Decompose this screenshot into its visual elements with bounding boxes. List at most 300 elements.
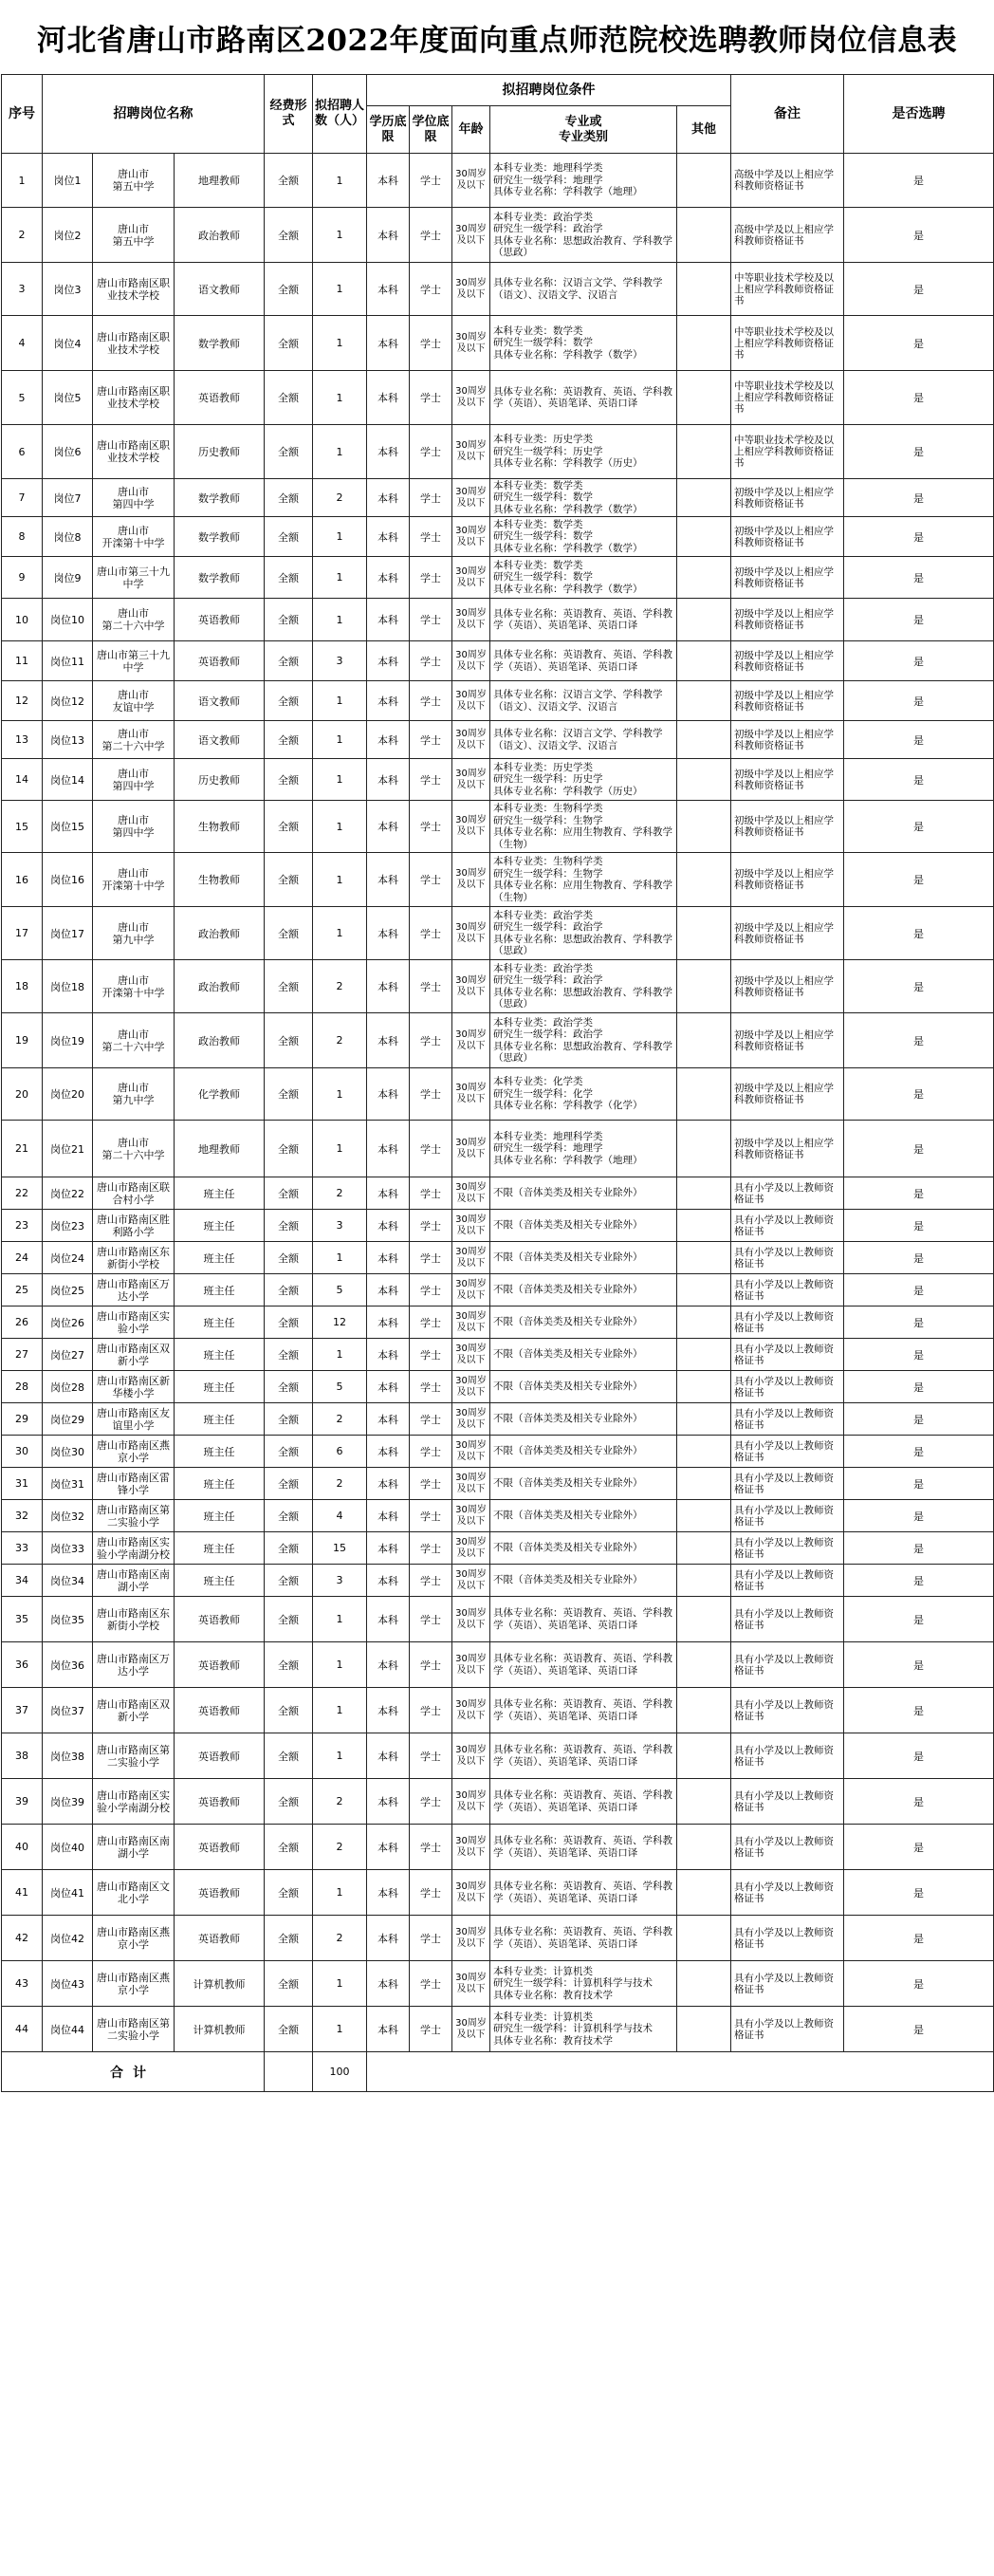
seq-cell: 15 <box>2 801 43 853</box>
seq-cell: 10 <box>2 599 43 641</box>
written-cell: 是 <box>844 907 994 960</box>
school-cell: 唐山市 第五中学 <box>93 154 175 208</box>
written-cell: 是 <box>844 1210 994 1242</box>
post-cell: 岗位35 <box>43 1597 93 1642</box>
major-cell: 具体专业名称：英语教育、英语、学科教学（英语）、英语笔译、英语口译 <box>490 1825 677 1870</box>
seq-cell: 7 <box>2 479 43 517</box>
funding-cell: 全额 <box>265 1916 313 1961</box>
degree-cell: 学士 <box>410 1916 452 1961</box>
edu-cell: 本科 <box>367 1733 410 1779</box>
subject-cell: 英语教师 <box>175 599 265 641</box>
remark-cell: 初级中学及以上相应学科教师资格证书 <box>731 721 844 759</box>
edu-cell: 本科 <box>367 371 410 425</box>
other-cell <box>677 517 731 557</box>
funding-cell: 全额 <box>265 1121 313 1177</box>
seq-cell: 9 <box>2 557 43 599</box>
edu-cell: 本科 <box>367 1688 410 1733</box>
post-cell: 岗位37 <box>43 1688 93 1733</box>
count-cell: 1 <box>313 1642 367 1688</box>
age-cell: 30周岁 及以下 <box>452 1068 490 1121</box>
major-cell: 本科专业类：数学类 研究生一级学科：数学 具体专业名称：学科教学（数学） <box>490 316 677 371</box>
table-row <box>2 1733 994 1779</box>
major-cell: 本科专业类：政治学类 研究生一级学科：政治学 具体专业名称：思想政治教育、学科教学（思政） <box>490 907 677 960</box>
school-cell: 唐山市 开滦第十中学 <box>93 853 175 907</box>
age-cell: 30周岁 及以下 <box>452 641 490 681</box>
seq-cell: 43 <box>2 1961 43 2007</box>
funding-cell: 全额 <box>265 1779 313 1825</box>
count-cell: 4 <box>313 1500 367 1532</box>
age-cell: 30周岁 及以下 <box>452 1825 490 1870</box>
degree-cell: 学士 <box>410 1210 452 1242</box>
degree-cell: 学士 <box>410 1468 452 1500</box>
funding-cell: 全额 <box>265 208 313 263</box>
seq-cell: 18 <box>2 960 43 1013</box>
edu-cell: 本科 <box>367 208 410 263</box>
school-cell: 唐山市路南区职业技术学校 <box>93 425 175 479</box>
school-cell: 唐山市路南区新华楼小学 <box>93 1371 175 1403</box>
remark-cell: 具有小学及以上教师资格证书 <box>731 1468 844 1500</box>
degree-cell: 学士 <box>410 759 452 801</box>
post-cell: 岗位31 <box>43 1468 93 1500</box>
subject-cell: 地理教师 <box>175 1121 265 1177</box>
count-cell: 1 <box>313 371 367 425</box>
subject-cell: 班主任 <box>175 1403 265 1436</box>
written-cell: 是 <box>844 1733 994 1779</box>
post-cell: 岗位16 <box>43 853 93 907</box>
page-title: 河北省唐山市路南区2022年度面向重点师范院校选聘教师岗位信息表 <box>36 24 958 58</box>
age-cell: 30周岁 及以下 <box>452 517 490 557</box>
other-cell <box>677 759 731 801</box>
funding-cell: 全额 <box>265 2007 313 2052</box>
subject-cell: 英语教师 <box>175 1642 265 1688</box>
school-cell: 唐山市 第二十六中学 <box>93 721 175 759</box>
major-cell: 具体专业名称：汉语言文学、学科教学（语文）、汉语文学、汉语言 <box>490 721 677 759</box>
school-cell: 唐山市路南区燕京小学 <box>93 1436 175 1468</box>
edu-cell: 本科 <box>367 1916 410 1961</box>
age-cell: 30周岁 及以下 <box>452 1779 490 1825</box>
edu-cell: 本科 <box>367 1468 410 1500</box>
major-cell: 具体专业名称：英语教育、英语、学科教学（英语）、英语笔译、英语口译 <box>490 1688 677 1733</box>
table-row <box>2 1121 994 1177</box>
written-cell: 是 <box>844 479 994 517</box>
edu-cell: 本科 <box>367 801 410 853</box>
other-cell <box>677 316 731 371</box>
school-cell: 唐山市 开滦第十中学 <box>93 517 175 557</box>
table-row <box>2 960 994 1013</box>
written-cell: 是 <box>844 263 994 316</box>
header-other: 其他 <box>677 106 731 154</box>
post-cell: 岗位12 <box>43 681 93 721</box>
table-row <box>2 681 994 721</box>
other-cell <box>677 641 731 681</box>
seq-cell: 41 <box>2 1870 43 1916</box>
written-cell: 是 <box>844 1339 994 1371</box>
major-cell: 不限（音体美类及相关专业除外） <box>490 1565 677 1597</box>
seq-cell: 36 <box>2 1642 43 1688</box>
funding-cell: 全额 <box>265 1339 313 1371</box>
other-cell <box>677 1121 731 1177</box>
remark-cell: 初级中学及以上相应学科教师资格证书 <box>731 599 844 641</box>
count-cell: 1 <box>313 1870 367 1916</box>
header-funding: 经费形式 <box>265 75 313 154</box>
school-cell: 唐山市 友谊中学 <box>93 681 175 721</box>
other-cell <box>677 1532 731 1565</box>
degree-cell: 学士 <box>410 154 452 208</box>
written-cell: 是 <box>844 759 994 801</box>
post-cell: 岗位5 <box>43 371 93 425</box>
age-cell: 30周岁 及以下 <box>452 1177 490 1210</box>
edu-cell: 本科 <box>367 641 410 681</box>
table-row <box>2 1500 994 1532</box>
degree-cell: 学士 <box>410 1870 452 1916</box>
post-cell: 岗位4 <box>43 316 93 371</box>
edu-cell: 本科 <box>367 681 410 721</box>
post-cell: 岗位23 <box>43 1210 93 1242</box>
degree-cell: 学士 <box>410 1121 452 1177</box>
count-cell: 5 <box>313 1274 367 1307</box>
table-row <box>2 1371 994 1403</box>
age-cell: 30周岁 及以下 <box>452 1733 490 1779</box>
funding-cell: 全额 <box>265 1068 313 1121</box>
edu-cell: 本科 <box>367 1825 410 1870</box>
funding-cell: 全额 <box>265 1307 313 1339</box>
subject-cell: 生物教师 <box>175 853 265 907</box>
funding-cell: 全额 <box>265 154 313 208</box>
count-cell: 2 <box>313 1916 367 1961</box>
major-cell: 具体专业名称：汉语言文学、学科教学（语文）、汉语文学、汉语言 <box>490 681 677 721</box>
remark-cell: 高级中学及以上相应学科教师资格证书 <box>731 154 844 208</box>
edu-cell: 本科 <box>367 1870 410 1916</box>
count-cell: 1 <box>313 759 367 801</box>
written-cell: 是 <box>844 681 994 721</box>
count-cell: 3 <box>313 641 367 681</box>
seq-cell: 17 <box>2 907 43 960</box>
edu-cell: 本科 <box>367 1642 410 1688</box>
table-row <box>2 1532 994 1565</box>
table-row <box>2 1339 994 1371</box>
post-cell: 岗位44 <box>43 2007 93 2052</box>
age-cell: 30周岁 及以下 <box>452 1532 490 1565</box>
funding-cell: 全额 <box>265 1597 313 1642</box>
age-cell: 30周岁 及以下 <box>452 557 490 599</box>
seq-cell: 5 <box>2 371 43 425</box>
school-cell: 唐山市 第九中学 <box>93 907 175 960</box>
degree-cell: 学士 <box>410 479 452 517</box>
table-row <box>2 801 994 853</box>
subject-cell: 班主任 <box>175 1307 265 1339</box>
degree-cell: 学士 <box>410 1597 452 1642</box>
age-cell: 30周岁 及以下 <box>452 681 490 721</box>
seq-cell: 32 <box>2 1500 43 1532</box>
written-cell: 是 <box>844 641 994 681</box>
subject-cell: 班主任 <box>175 1468 265 1500</box>
table-row <box>2 907 994 960</box>
written-cell: 是 <box>844 1307 994 1339</box>
header-age: 年龄 <box>452 106 490 154</box>
funding-cell: 全额 <box>265 517 313 557</box>
subject-cell: 班主任 <box>175 1274 265 1307</box>
major-cell: 本科专业类：化学类 研究生一级学科：化学 具体专业名称：学科教学（化学） <box>490 1068 677 1121</box>
seq-cell: 28 <box>2 1371 43 1403</box>
other-cell <box>677 557 731 599</box>
major-cell: 不限（音体美类及相关专业除外） <box>490 1339 677 1371</box>
edu-cell: 本科 <box>367 599 410 641</box>
edu-cell: 本科 <box>367 1307 410 1339</box>
remark-cell: 中等职业技术学校及以上相应学科教师资格证书 <box>731 425 844 479</box>
degree-cell: 学士 <box>410 681 452 721</box>
age-cell: 30周岁 及以下 <box>452 2007 490 2052</box>
count-cell: 1 <box>313 517 367 557</box>
age-cell: 30周岁 及以下 <box>452 1339 490 1371</box>
remark-cell: 具有小学及以上教师资格证书 <box>731 1688 844 1733</box>
count-cell: 1 <box>313 208 367 263</box>
post-cell: 岗位27 <box>43 1339 93 1371</box>
degree-cell: 学士 <box>410 1779 452 1825</box>
subject-cell: 政治教师 <box>175 907 265 960</box>
table-row <box>2 1274 994 1307</box>
school-cell: 唐山市第三十九中学 <box>93 557 175 599</box>
subject-cell: 语文教师 <box>175 263 265 316</box>
school-cell: 唐山市路南区燕京小学 <box>93 1916 175 1961</box>
remark-cell: 高级中学及以上相应学科教师资格证书 <box>731 208 844 263</box>
post-cell: 岗位32 <box>43 1500 93 1532</box>
remark-cell: 具有小学及以上教师资格证书 <box>731 1565 844 1597</box>
seq-cell: 40 <box>2 1825 43 1870</box>
written-cell: 是 <box>844 1121 994 1177</box>
written-cell: 是 <box>844 1688 994 1733</box>
major-cell: 本科专业类：政治学类 研究生一级学科：政治学 具体专业名称：思想政治教育、学科教学（思政） <box>490 960 677 1013</box>
school-cell: 唐山市路南区燕京小学 <box>93 1961 175 2007</box>
age-cell: 30周岁 及以下 <box>452 599 490 641</box>
funding-cell: 全额 <box>265 1177 313 1210</box>
age-cell: 30周岁 及以下 <box>452 960 490 1013</box>
table-row <box>2 1597 994 1642</box>
edu-cell: 本科 <box>367 1339 410 1371</box>
post-cell: 岗位8 <box>43 517 93 557</box>
post-cell: 岗位33 <box>43 1532 93 1565</box>
funding-cell: 全额 <box>265 1961 313 2007</box>
other-cell <box>677 1825 731 1870</box>
major-cell: 本科专业类：计算机类 研究生一级学科：计算机科学与技术 具体专业名称：教育技术学 <box>490 2007 677 2052</box>
major-cell: 本科专业类：计算机类 研究生一级学科：计算机科学与技术 具体专业名称：教育技术学 <box>490 1961 677 2007</box>
count-cell: 1 <box>313 2007 367 2052</box>
degree-cell: 学士 <box>410 263 452 316</box>
funding-cell: 全额 <box>265 479 313 517</box>
table-row <box>2 721 994 759</box>
school-cell: 唐山市路南区南湖小学 <box>93 1825 175 1870</box>
funding-cell: 全额 <box>265 425 313 479</box>
table-row <box>2 1642 994 1688</box>
other-cell <box>677 371 731 425</box>
count-cell: 1 <box>313 154 367 208</box>
edu-cell: 本科 <box>367 263 410 316</box>
funding-cell: 全额 <box>265 759 313 801</box>
table-row <box>2 853 994 907</box>
count-cell: 2 <box>313 479 367 517</box>
written-cell: 是 <box>844 1565 994 1597</box>
written-cell: 是 <box>844 1371 994 1403</box>
major-cell: 具体专业名称：英语教育、英语、学科教学（英语）、英语笔译、英语口译 <box>490 599 677 641</box>
remark-cell: 具有小学及以上教师资格证书 <box>731 1500 844 1532</box>
seq-cell: 24 <box>2 1242 43 1274</box>
table-row <box>2 1013 994 1068</box>
age-cell: 30周岁 及以下 <box>452 907 490 960</box>
remark-cell: 具有小学及以上教师资格证书 <box>731 1532 844 1565</box>
post-cell: 岗位24 <box>43 1242 93 1274</box>
remark-cell: 初级中学及以上相应学科教师资格证书 <box>731 681 844 721</box>
subject-cell: 政治教师 <box>175 1013 265 1068</box>
written-cell: 是 <box>844 853 994 907</box>
count-cell: 1 <box>313 721 367 759</box>
table-row <box>2 1177 994 1210</box>
table-row <box>2 263 994 316</box>
remark-cell: 初级中学及以上相应学科教师资格证书 <box>731 1013 844 1068</box>
count-cell: 15 <box>313 1532 367 1565</box>
school-cell: 唐山市路南区万达小学 <box>93 1642 175 1688</box>
subject-cell: 历史教师 <box>175 425 265 479</box>
funding-cell: 全额 <box>265 960 313 1013</box>
school-cell: 唐山市 第九中学 <box>93 1068 175 1121</box>
school-cell: 唐山市第三十九中学 <box>93 641 175 681</box>
other-cell <box>677 1210 731 1242</box>
funding-cell: 全额 <box>265 1688 313 1733</box>
seq-cell: 19 <box>2 1013 43 1068</box>
funding-cell: 全额 <box>265 1468 313 1500</box>
count-cell: 1 <box>313 907 367 960</box>
seq-cell: 33 <box>2 1532 43 1565</box>
total-funding <box>265 2052 313 2092</box>
count-cell: 2 <box>313 1013 367 1068</box>
post-cell: 岗位11 <box>43 641 93 681</box>
post-cell: 岗位30 <box>43 1436 93 1468</box>
major-cell: 不限（音体美类及相关专业除外） <box>490 1242 677 1274</box>
edu-cell: 本科 <box>367 721 410 759</box>
table-row <box>2 316 994 371</box>
major-cell: 本科专业类：政治学类 研究生一级学科：政治学 具体专业名称：思想政治教育、学科教学（思政） <box>490 208 677 263</box>
degree-cell: 学士 <box>410 1403 452 1436</box>
major-cell: 本科专业类：历史学类 研究生一级学科：历史学 具体专业名称：学科教学（历史） <box>490 759 677 801</box>
school-cell: 唐山市路南区第二实验小学 <box>93 1500 175 1532</box>
subject-cell: 英语教师 <box>175 1779 265 1825</box>
seq-cell: 25 <box>2 1274 43 1307</box>
written-cell: 是 <box>844 1274 994 1307</box>
post-cell: 岗位39 <box>43 1779 93 1825</box>
subject-cell: 英语教师 <box>175 371 265 425</box>
written-cell: 是 <box>844 517 994 557</box>
seq-cell: 2 <box>2 208 43 263</box>
funding-cell: 全额 <box>265 1242 313 1274</box>
post-cell: 岗位1 <box>43 154 93 208</box>
seq-cell: 8 <box>2 517 43 557</box>
school-cell: 唐山市路南区实验小学南湖分校 <box>93 1779 175 1825</box>
age-cell: 30周岁 及以下 <box>452 425 490 479</box>
other-cell <box>677 1500 731 1532</box>
funding-cell: 全额 <box>265 721 313 759</box>
funding-cell: 全额 <box>265 1825 313 1870</box>
subject-cell: 历史教师 <box>175 759 265 801</box>
remark-cell: 具有小学及以上教师资格证书 <box>731 1779 844 1825</box>
seq-cell: 6 <box>2 425 43 479</box>
other-cell <box>677 1733 731 1779</box>
degree-cell: 学士 <box>410 1688 452 1733</box>
count-cell: 2 <box>313 1177 367 1210</box>
edu-cell: 本科 <box>367 1177 410 1210</box>
age-cell: 30周岁 及以下 <box>452 1688 490 1733</box>
edu-cell: 本科 <box>367 1121 410 1177</box>
degree-cell: 学士 <box>410 1825 452 1870</box>
other-cell <box>677 1436 731 1468</box>
other-cell <box>677 154 731 208</box>
seq-cell: 30 <box>2 1436 43 1468</box>
major-cell: 不限（音体美类及相关专业除外） <box>490 1307 677 1339</box>
written-cell: 是 <box>844 208 994 263</box>
degree-cell: 学士 <box>410 1068 452 1121</box>
seq-cell: 35 <box>2 1597 43 1642</box>
degree-cell: 学士 <box>410 1307 452 1339</box>
degree-cell: 学士 <box>410 641 452 681</box>
post-cell: 岗位41 <box>43 1870 93 1916</box>
edu-cell: 本科 <box>367 1532 410 1565</box>
subject-cell: 英语教师 <box>175 1825 265 1870</box>
funding-cell: 全额 <box>265 801 313 853</box>
remark-cell: 具有小学及以上教师资格证书 <box>731 1436 844 1468</box>
table-row <box>2 371 994 425</box>
school-cell: 唐山市路南区实验小学 <box>93 1307 175 1339</box>
count-cell: 1 <box>313 801 367 853</box>
other-cell <box>677 1779 731 1825</box>
table-row <box>2 2007 994 2052</box>
funding-cell: 全额 <box>265 907 313 960</box>
seq-cell: 44 <box>2 2007 43 2052</box>
other-cell <box>677 208 731 263</box>
age-cell: 30周岁 及以下 <box>452 1597 490 1642</box>
remark-cell: 初级中学及以上相应学科教师资格证书 <box>731 1068 844 1121</box>
other-cell <box>677 1916 731 1961</box>
post-cell: 岗位28 <box>43 1371 93 1403</box>
header-written: 是否选聘 <box>844 75 994 154</box>
count-cell: 1 <box>313 425 367 479</box>
remark-cell: 初级中学及以上相应学科教师资格证书 <box>731 557 844 599</box>
edu-cell: 本科 <box>367 425 410 479</box>
major-cell: 具体专业名称：英语教育、英语、学科教学（英语）、英语笔译、英语口译 <box>490 1597 677 1642</box>
edu-cell: 本科 <box>367 1013 410 1068</box>
other-cell <box>677 1870 731 1916</box>
school-cell: 唐山市路南区联合村小学 <box>93 1177 175 1210</box>
remark-cell: 具有小学及以上教师资格证书 <box>731 1825 844 1870</box>
funding-cell: 全额 <box>265 1565 313 1597</box>
table-row <box>2 1242 994 1274</box>
table-row <box>2 557 994 599</box>
other-cell <box>677 1642 731 1688</box>
remark-cell: 中等职业技术学校及以上相应学科教师资格证书 <box>731 263 844 316</box>
header-seq: 序号 <box>2 75 43 154</box>
written-cell: 是 <box>844 154 994 208</box>
age-cell: 30周岁 及以下 <box>452 801 490 853</box>
post-cell: 岗位15 <box>43 801 93 853</box>
written-cell: 是 <box>844 371 994 425</box>
degree-cell: 学士 <box>410 371 452 425</box>
post-cell: 岗位21 <box>43 1121 93 1177</box>
edu-cell: 本科 <box>367 759 410 801</box>
degree-cell: 学士 <box>410 1242 452 1274</box>
recruitment-table <box>1 74 994 2092</box>
age-cell: 30周岁 及以下 <box>452 479 490 517</box>
subject-cell: 英语教师 <box>175 1688 265 1733</box>
post-cell: 岗位20 <box>43 1068 93 1121</box>
count-cell: 1 <box>313 599 367 641</box>
degree-cell: 学士 <box>410 2007 452 2052</box>
remark-cell: 具有小学及以上教师资格证书 <box>731 1177 844 1210</box>
